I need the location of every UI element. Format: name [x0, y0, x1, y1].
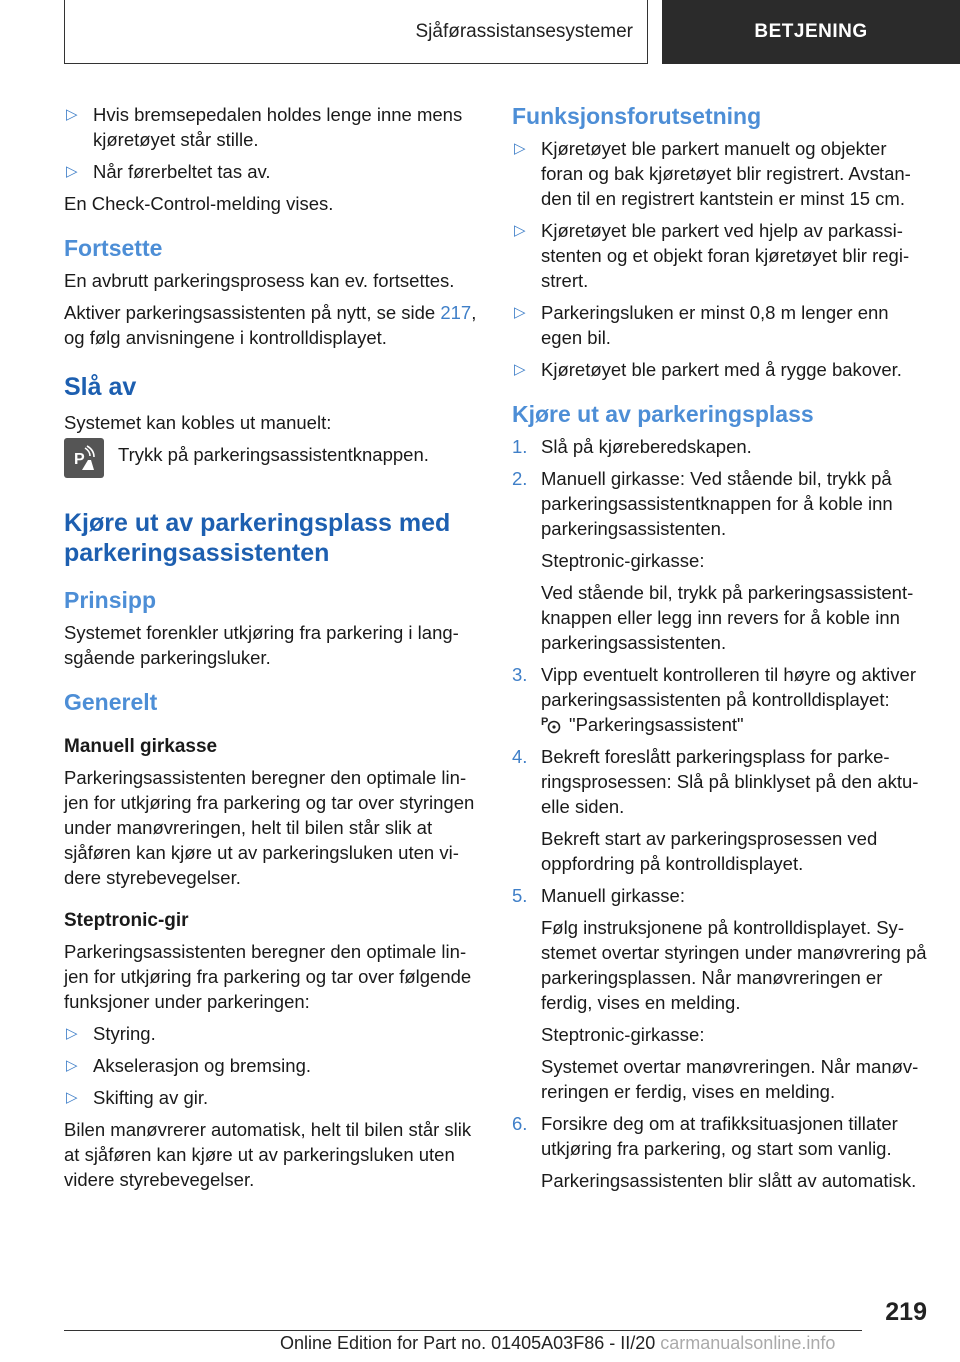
parking-assist-button-icon — [64, 438, 104, 478]
list-item: ▷ Parkeringsluken er minst 0,8 m lenger enn egen bil. — [514, 302, 889, 348]
steptronic-list — [64, 1021, 484, 1110]
triangle-bullet-icon: ▷ — [66, 163, 78, 180]
paragraph: Parkeringsassistenten beregner den optimale linjen for utkjøring fra parkering og tar over følgende funksjoner under parkeringen: — [64, 941, 472, 1012]
paragraph: En Check-Control-melding vises. — [64, 193, 334, 214]
heading-generelt: Generelt — [64, 689, 158, 715]
header-section-title: Sjåførassistansesystemer — [64, 0, 648, 64]
step-item: 5. Manuell girkasse: Følg instruksjonene på kontrolldisplayet. Systemet overtar styringen under manøvrering på parkeringsplassen. Når manøvreringen er ferdig, vises en melding. Steptronic-girkasse: Systemet overtar manøvreringen. Når manøvreringen er ferdig, vises en melding. — [512, 885, 927, 1102]
footer-edition: Online Edition for Part no. 01405A03F86 - II/20 carmanualsonline.info — [280, 1333, 836, 1353]
list-item: ▷ Når førerbeltet tas av. — [66, 161, 271, 182]
paragraph: Aktiver parkeringsassistenten på nytt, se side 217, og følg anvisningene i kontrolldisplayet. — [64, 302, 477, 348]
list-item: ▷ Kjøretøyet ble parkert manuelt og objekter foran og bak kjøretøyet blir registrert. Avstanden til en registrert kantstein er minst 15 cm. — [514, 138, 911, 209]
svg-text:P: P — [541, 716, 549, 728]
subheading-manuell: Manuell girkasse — [64, 736, 218, 757]
triangle-bullet-icon: ▷ — [514, 361, 526, 378]
heading-main: Kjøre ut av parkeringsplass med parkeringsassistenten — [64, 509, 451, 567]
parking-assistant-menu-icon — [541, 714, 561, 734]
triangle-bullet-icon: ▷ — [514, 222, 526, 239]
subheading-steptronic: Steptronic-gir — [64, 910, 189, 931]
watermark: carmanualsonline.info — [660, 1333, 836, 1353]
list-item: ▷ Akselerasjon og bremsing. — [66, 1055, 311, 1076]
paragraph: Systemet kan kobles ut manuelt: — [64, 412, 332, 433]
requirements-list — [512, 136, 932, 382]
page-number: 219 — [885, 1298, 927, 1326]
paragraph: Parkeringsassistenten beregner den optimale linjen for utkjøring fra parkering og tar over styringen under manøvreringen, helt til bilen står slik at sjåføren kan kjøre ut av parkeringsluken uten videre styrebevegelser. — [64, 767, 475, 888]
steps-list — [512, 434, 932, 1193]
heading-kjore-ut: Kjøre ut av parkeringsplass — [512, 401, 814, 427]
page-link[interactable]: 217 — [440, 302, 472, 323]
heading-sla-av: Slå av — [64, 373, 137, 401]
button-instruction: P Trykk på parkeringsassistentknappen. — [64, 442, 484, 478]
triangle-bullet-icon: ▷ — [66, 1025, 78, 1042]
intro-list — [64, 102, 484, 184]
step-item: 6. Forsikre deg om at trafikksituasjonen tillater utkjøring fra parkering, og start som vanlig. Parkeringsassistenten blir slått av automatisk. — [512, 1113, 917, 1191]
list-item: ▷ Kjøretøyet ble parkert med å rygge bakover. — [514, 359, 902, 380]
triangle-bullet-icon: ▷ — [514, 304, 526, 321]
step-item: 3. Vipp eventuelt kontrolleren til høyre og aktiver parkeringsassistenten på kontrolldisplayet: P "Parkeringsassistent" — [512, 664, 916, 735]
left-column — [64, 102, 484, 1199]
triangle-bullet-icon: ▷ — [66, 1057, 78, 1074]
heading-fortsette: Fortsette — [64, 235, 163, 261]
heading-prinsipp: Prinsipp — [64, 587, 157, 613]
heading-funksjonsforutsetning: Funksjonsforutsetning — [512, 103, 762, 129]
list-item: ▷ Hvis bremsepedalen holdes lenge inne mens kjøretøyet står stille. — [66, 104, 463, 150]
step-item: 1. Slå på kjøreberedskapen. — [512, 436, 752, 457]
step-item: 2. Manuell girkasse: Ved stående bil, trykk på parkeringsassistentknappen for å koble inn parkeringsassistenten. Steptronic-girkasse: Ved stående bil, trykk på parkeringsassistentknappen eller legg inn revers for å koble inn parkeringsassistenten. — [512, 468, 914, 653]
svg-text:P: P — [74, 451, 85, 468]
list-item: ▷ Skifting av gir. — [66, 1087, 209, 1108]
paragraph: Systemet forenkler utkjøring fra parkering i langsgående parkeringsluker. — [64, 622, 459, 668]
paragraph: En avbrutt parkeringsprosess kan ev. fortsettes. — [64, 270, 455, 291]
triangle-bullet-icon: ▷ — [514, 140, 526, 157]
header-chapter-tab: BETJENING — [662, 0, 960, 64]
triangle-bullet-icon: ▷ — [66, 1089, 78, 1106]
list-item: ▷ Styring. — [66, 1023, 156, 1044]
paragraph: Bilen manøvrerer automatisk, helt til bilen står slik at sjåføren kan kjøre ut av parkeringsluken uten videre styrebevegelser. — [64, 1119, 472, 1190]
list-item: ▷ Kjøretøyet ble parkert ved hjelp av parkassistenten og et objekt foran kjøretøyet blir registrert. — [514, 220, 910, 291]
step-item: 4. Bekreft foreslått parkeringsplass for parkeringsprosessen: Slå på blinklyset på den aktuelle siden. Bekreft start av parkeringsprosessen ved oppfordring på kontrolldisplayet. — [512, 746, 919, 874]
footer-divider — [64, 1330, 862, 1331]
triangle-bullet-icon: ▷ — [66, 106, 78, 123]
right-column — [512, 102, 932, 1200]
